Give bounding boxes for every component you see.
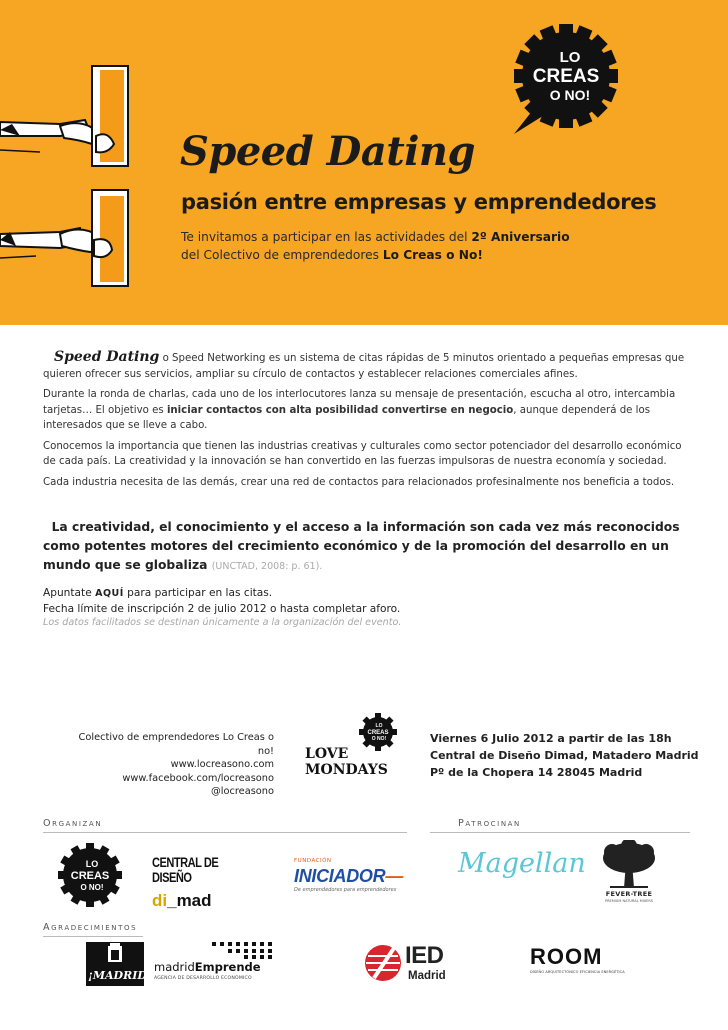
organizan-divider bbox=[43, 832, 407, 833]
signup-text-b: para participar en las citas. bbox=[123, 587, 273, 599]
paragraph-network: Cada industria necesita de las demás, crear una red de contactos para relacionados profesinalmente nos beneficia a todos. bbox=[43, 476, 675, 488]
fever-tree-logo bbox=[596, 840, 662, 910]
iniciador-fundacion: FUNDACIÓN bbox=[294, 858, 332, 864]
room-subtitle: DISEÑO ARQUITECTÓNICO EFICIENCIA ENERGÉTICA bbox=[530, 970, 625, 974]
rounds-highlight: iniciar contactos con alta posibilidad convertirse en negocio bbox=[166, 404, 514, 416]
signup-block bbox=[43, 586, 643, 631]
contact-facebook-link[interactable]: www.facebook.com/locreasono bbox=[122, 772, 274, 784]
iniciador-name: INICIADOR bbox=[294, 866, 386, 886]
event-details bbox=[430, 730, 699, 781]
org-logo-line-1: LO bbox=[85, 859, 99, 869]
fever-tree-tagline: PREMIUM NATURAL MIXERS bbox=[604, 899, 653, 903]
unctad-quote bbox=[43, 518, 693, 576]
event-date: Viernes 6 Julio 2012 a partir de las 18h bbox=[430, 732, 672, 745]
emprende-madrid: madrid bbox=[154, 960, 195, 974]
lo-creas-o-no-logo bbox=[500, 18, 630, 138]
header-banner bbox=[0, 0, 728, 325]
paragraph-intro bbox=[43, 350, 688, 382]
madrid-city-logo bbox=[86, 942, 152, 986]
dimad-mad: _mad bbox=[167, 891, 212, 910]
contact-web-link[interactable]: www.locreasono.com bbox=[170, 759, 274, 771]
section-patrocinan: Patrocinan bbox=[458, 818, 521, 829]
love-badge-3: O NO! bbox=[371, 736, 387, 742]
logo-line-2: CREAS bbox=[532, 66, 600, 87]
paragraph-industries: Conocemos la importancia que tienen las industrias creativas y culturales como sector potenciador del desarrollo económico de cada país. La creatividad y la innovación se han convertido en las fuerzas impulsoras de nuestra economía y sociedad. bbox=[43, 440, 682, 467]
invite-line-2: del Colectivo de emprendedores bbox=[181, 248, 379, 262]
dimad-title: CENTRAL DE DISEÑO bbox=[152, 855, 219, 885]
section-agradecimientos: Agradecimientos bbox=[43, 922, 138, 933]
event-address: Pº de la Chopera 14 28045 Madrid bbox=[430, 766, 643, 779]
magellan-logo: Magellan bbox=[458, 848, 586, 879]
iniciador-dash: — bbox=[385, 866, 404, 886]
love-mondays-line-1: LOVE bbox=[305, 746, 349, 762]
signup-link[interactable]: AQUÍ bbox=[95, 588, 124, 599]
org-logo-line-2: CREAS bbox=[70, 870, 110, 882]
speed-dating-emphasis: Speed Dating bbox=[54, 349, 160, 365]
privacy-disclaimer: Los datos facilitados se destinan únicamente a la organización del evento. bbox=[43, 617, 402, 628]
contact-org: Colectivo de emprendedores Lo Creas o no! bbox=[78, 732, 274, 757]
patrocinan-divider bbox=[430, 832, 690, 833]
brand-name: Lo Creas o No! bbox=[382, 248, 483, 262]
quote-text: La creatividad, el conocimiento y el acceso a la información son cada vez más reconocidos como potentes motores del crecimiento económico y de la promoción del desarrollo en un mundo que se globaliza bbox=[43, 520, 680, 572]
iniciador-tagline: De emprendedores para emprendedores bbox=[294, 887, 397, 893]
madrid-emprende-logo bbox=[148, 940, 278, 988]
emprende-name bbox=[154, 960, 261, 974]
logo-line-3: O NO! bbox=[549, 87, 591, 103]
section-organizan: Organizan bbox=[43, 818, 103, 829]
contact-info bbox=[60, 731, 274, 799]
quote-source: (UNCTAD, 2008: p. 61). bbox=[211, 561, 323, 572]
description-body bbox=[43, 350, 688, 495]
madrid-text: ¡MADRID! bbox=[88, 969, 152, 982]
ied-globe-icon bbox=[362, 942, 404, 984]
contact-twitter-link[interactable]: @locreasono bbox=[210, 786, 274, 798]
rounds-text-c: , aunque dependerá de los interesados que se lleve a cabo. bbox=[43, 404, 651, 431]
madrid-crest-icon bbox=[86, 942, 144, 968]
iniciador-logo bbox=[294, 858, 424, 903]
room-logo bbox=[530, 944, 630, 980]
ied-madrid-logo bbox=[362, 940, 462, 988]
love-mondays-logo bbox=[303, 712, 405, 782]
lo-creas-o-no-organizer-logo bbox=[50, 840, 130, 910]
event-subtitle: pasión entre empresas y emprendedores bbox=[181, 190, 657, 214]
dimad-logo bbox=[152, 855, 272, 910]
invite-line-1: Te invitamos a participar en las actividades del bbox=[181, 230, 468, 244]
love-mondays-line-2: MONDAYS bbox=[305, 762, 388, 778]
dot-grid-icon bbox=[208, 940, 278, 960]
anniversary-label: 2º Aniversario bbox=[471, 230, 570, 244]
event-title: Speed Dating bbox=[180, 128, 475, 175]
love-badge-1: LO bbox=[375, 723, 383, 729]
org-logo-line-3: O NO! bbox=[80, 883, 104, 892]
tree-icon bbox=[596, 840, 662, 890]
dimad-di: di bbox=[152, 891, 168, 910]
emprende-subtitle: AGENCIA DE DESARROLLO ECONÓMICO bbox=[154, 976, 252, 981]
deadline-text: Fecha límite de inscripción 2 de julio 2012 o hasta completar aforo. bbox=[43, 602, 401, 615]
emprende-emprende: Emprende bbox=[194, 960, 261, 974]
paragraph-rounds bbox=[43, 387, 688, 434]
love-badge-2: CREAS bbox=[367, 730, 389, 736]
room-name: ROOM bbox=[530, 944, 603, 969]
logo-line-1: LO bbox=[559, 49, 581, 66]
intro-text: o Speed Networking es un sistema de citas rápidas de 5 minutos orientado a pequeñas empresas que quieren ofrecer sus servicios, ampliar su círculo de contactos y establecer relaciones comerciales afines. bbox=[43, 353, 685, 380]
signup-text-a: Apuntate bbox=[43, 587, 96, 599]
ied-name: IED bbox=[405, 942, 444, 969]
event-venue: Central de Diseño Dimad, Matadero Madrid bbox=[430, 749, 699, 762]
agradecimientos-divider bbox=[43, 936, 143, 937]
ied-city: Madrid bbox=[408, 970, 446, 982]
invite-text bbox=[181, 228, 570, 264]
fever-tree-name: FEVER-TREE bbox=[605, 890, 653, 898]
hands-holding-cards-illustration bbox=[0, 40, 170, 310]
rounds-text-a: Durante la ronda de charlas, cada uno de los interlocutores lanza su mensaje de presentación, escucha al otro, intercambia tarjetas… El objetivo es bbox=[43, 389, 676, 416]
